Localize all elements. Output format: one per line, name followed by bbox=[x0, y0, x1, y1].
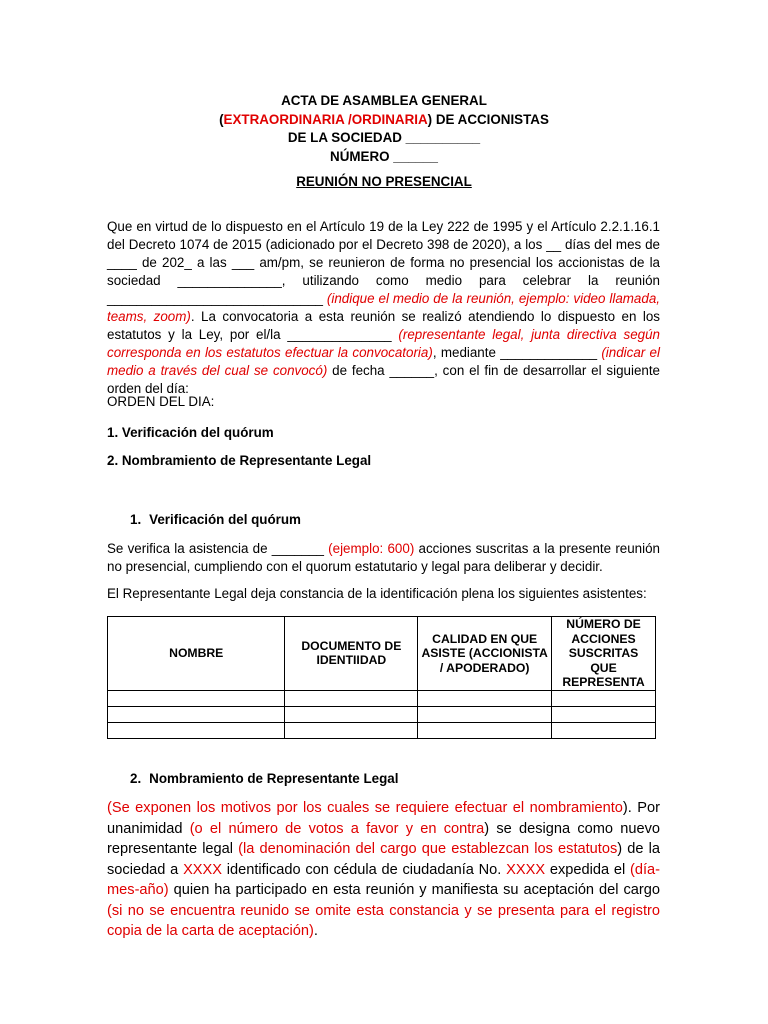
table-cell bbox=[108, 722, 285, 738]
intro-text-2: . La convocatoria a esta reunión se realizó atendiendo lo dispuesto en los estatutos y la Ley, por el/la ______________ bbox=[107, 309, 661, 342]
appointment-hint-votes: (o el número de votos a favor y en contra bbox=[189, 820, 485, 837]
section-1-number: 1. bbox=[130, 512, 142, 527]
table-cell bbox=[285, 690, 418, 706]
title-line-2-rest: ) DE ACCIONISTAS bbox=[427, 111, 549, 127]
section-2-title: Nombramiento de Representante Legal bbox=[149, 771, 399, 786]
table-cell bbox=[418, 690, 552, 706]
quorum-text-2: acciones suscritas a la presente reunión no presencial, cumpliendo con el quorum estatutario y legal para deliberar y decidir. bbox=[107, 541, 660, 574]
title-line-3: DE LA SOCIEDAD __________ bbox=[287, 130, 481, 145]
meeting-subtitle: REUNIÓN NO PRESENCIAL bbox=[296, 174, 472, 189]
document-title bbox=[0, 92, 768, 166]
title-line-4: NÚMERO ______ bbox=[330, 148, 438, 164]
table-cell bbox=[418, 706, 552, 722]
table-cell bbox=[552, 722, 656, 738]
intro-hint-convener: (representante legal, junta directiva según corresponda en los estatutos efectuar la convocatoria) bbox=[107, 327, 661, 360]
intro-paragraph bbox=[107, 218, 660, 398]
section-2-number: 2. bbox=[130, 771, 142, 786]
intro-hint-medium: (indique el medio de la reunión, ejemplo: video llamada, teams, zoom) bbox=[107, 291, 660, 324]
appointment-text-7: . bbox=[313, 923, 318, 939]
col-header-shares: NÚMERO DE ACCIONES SUSCRITAS QUE REPRESENTA bbox=[552, 617, 656, 691]
quorum-paragraph bbox=[107, 540, 660, 576]
table-cell bbox=[108, 706, 285, 722]
intro-hint-call-medium: (indicar el medio a través del cual se convocó) bbox=[107, 345, 660, 378]
attendees-table bbox=[107, 616, 656, 739]
appointment-hint-reasons: (Se exponen los motivos por los cuales se requiere efectuar el nombramiento bbox=[107, 800, 623, 816]
appointment-text-5: expedida el bbox=[545, 861, 630, 878]
appointment-name-placeholder: XXXX bbox=[183, 861, 223, 878]
appointment-paragraph bbox=[107, 798, 660, 942]
appointment-hint-position: (la denominación del cargo que establezcan los estatutos bbox=[238, 841, 618, 857]
table-cell bbox=[285, 706, 418, 722]
intro-text-1: Que en virtud de lo dispuesto en el Artículo 19 de la Ley 222 de 1995 y el Artículo 2.2.1.16.1 del Decreto 1074 de 2015 (adicionado por el Decreto 398 de 2020), a los __ días del mes de ____ de 202_ a las ___ am/pm, se reunieron de forma no presencial los accionistas de la sociedad ______________, utilizando como medio para celebrar la reunión _____________________________ bbox=[107, 219, 660, 306]
col-header-id-document: DOCUMENTO DE IDENTIIDAD bbox=[285, 617, 418, 691]
table-row bbox=[108, 690, 656, 706]
table-cell bbox=[418, 722, 552, 738]
section-1-title: Verificación del quórum bbox=[149, 512, 301, 527]
section-1-heading bbox=[130, 511, 683, 529]
attendees-intro: El Representante Legal deja constancia de la identificación plena los siguientes asistentes: bbox=[107, 586, 647, 601]
title-paren-open: ( bbox=[219, 111, 224, 127]
table-cell bbox=[285, 722, 418, 738]
appointment-text-4: identificado con cédula de ciudadanía No. bbox=[222, 861, 507, 878]
appointment-text-1: ). Por unanimidad bbox=[107, 800, 660, 837]
assembly-type-placeholder: EXTRAORDINARIA /ORDINARIA bbox=[223, 111, 428, 127]
intro-text-3: , mediante _____________ bbox=[432, 345, 602, 360]
col-header-capacity: CALIDAD EN QUE ASISTE (ACCIONISTA / APODERADO) bbox=[418, 617, 552, 691]
appointment-text-6: quien ha participado en esta reunión y manifiesta su aceptación del cargo bbox=[168, 882, 660, 898]
intro-text-4: de fecha ______, con el fin de desarrollar el siguiente orden del día: bbox=[107, 363, 661, 396]
agenda-item-2: 2. Nombramiento de Representante Legal bbox=[107, 453, 372, 468]
appointment-text-3: ) de la sociedad a bbox=[107, 841, 660, 878]
table-row bbox=[108, 722, 656, 738]
appointment-date-placeholder: (día-mes-año) bbox=[107, 861, 660, 898]
section-2-heading bbox=[130, 770, 683, 788]
appointment-id-placeholder: XXXX bbox=[506, 861, 546, 878]
quorum-example-hint: (ejemplo: 600) bbox=[328, 541, 415, 556]
agenda-heading: ORDEN DEL DIA: bbox=[107, 394, 215, 409]
table-cell bbox=[552, 690, 656, 706]
table-row bbox=[108, 706, 656, 722]
col-header-name: NOMBRE bbox=[108, 617, 285, 691]
title-line-2 bbox=[0, 111, 768, 130]
appointment-hint-acceptance: (si no se encuentra reunido se omite esta constancia y se presenta para el registro copia de la carta de aceptación) bbox=[107, 902, 660, 939]
table-cell bbox=[552, 706, 656, 722]
table-cell bbox=[108, 690, 285, 706]
quorum-text-1: Se verifica la asistencia de _______ bbox=[107, 541, 329, 556]
table-header-row bbox=[108, 617, 656, 691]
title-line-1: ACTA DE ASAMBLEA GENERAL bbox=[281, 93, 487, 108]
appointment-text-2: ) se designa como nuevo representante legal bbox=[107, 820, 661, 857]
agenda-item-1: 1. Verificación del quórum bbox=[107, 425, 274, 440]
